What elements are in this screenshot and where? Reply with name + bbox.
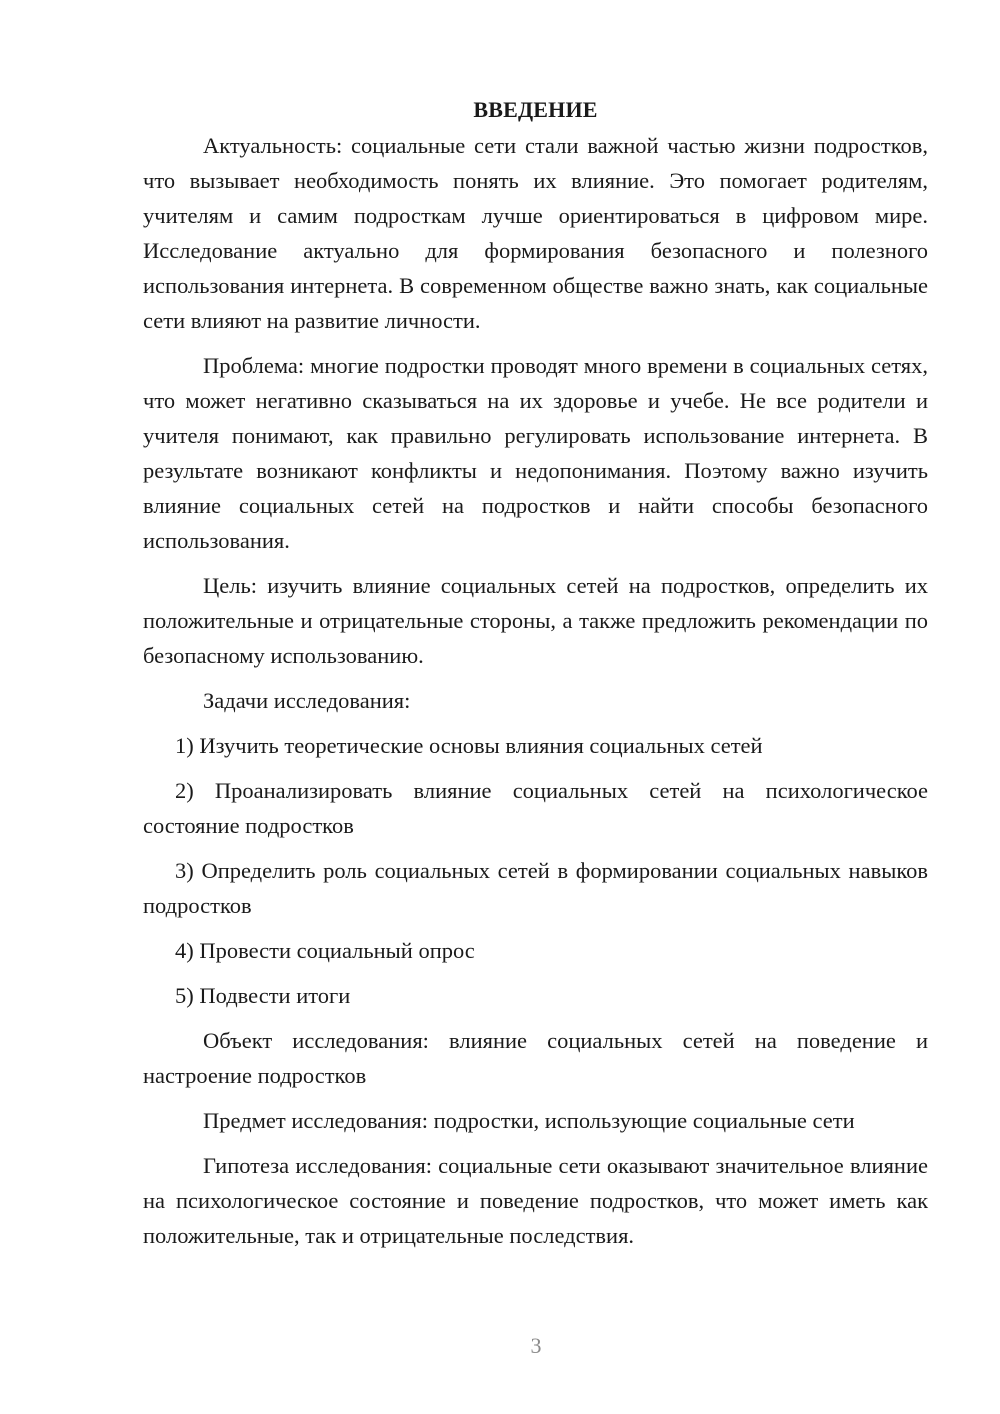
- hypothesis-paragraph: Гипотеза исследования: социальные сети оказывают значительное влияние на психологическое состояние и поведение подростков, что может иметь как положительные, так и отрицательные последствия.: [143, 1153, 928, 1248]
- page-content: [143, 92, 928, 1263]
- task-item-4: 4) Провести социальный опрос: [175, 938, 475, 963]
- object-paragraph: Объект исследования: влияние социальных сетей на поведение и настроение подростков: [143, 1028, 928, 1088]
- problem-paragraph: Проблема: многие подростки проводят много времени в социальных сетях, что может негативно сказываться на их здоровье и учебе. Не все родители и учителя понимают, как правильно регулировать использование интернета. В результате возникают конфликты и недопонимания. Поэтому важно изучить влияние социальных сетей на подростков и найти способы безопасного использования.: [143, 353, 928, 553]
- task-item-2: 2) Проанализировать влияние социальных сетей на психологическое состояние подростков: [143, 778, 928, 838]
- task-item-1: 1) Изучить теоретические основы влияния социальных сетей: [175, 733, 763, 758]
- subject-paragraph: Предмет исследования: подростки, использующие социальные сети: [203, 1108, 855, 1133]
- relevance-paragraph: Актуальность: социальные сети стали важной частью жизни подростков, что вызывает необходимость понять их влияние. Это помогает родителям, учителям и самим подросткам лучше ориентироваться в цифровом мире. Исследование актуально для формирования безопасного и полезного использования интернета. В современном обществе важно знать, как социальные сети влияют на развитие личности.: [143, 133, 928, 333]
- tasks-intro: Задачи исследования:: [203, 688, 411, 713]
- page-number: 3: [530, 1333, 542, 1358]
- goal-paragraph: Цель: изучить влияние социальных сетей на подростков, определить их положительные и отрицательные стороны, а также предложить рекомендации по безопасному использованию.: [143, 573, 928, 668]
- task-item-5: 5) Подвести итоги: [175, 983, 351, 1008]
- section-heading: ВВЕДЕНИЕ: [473, 97, 598, 122]
- task-item-3: 3) Определить роль социальных сетей в формировании социальных навыков подростков: [143, 858, 928, 918]
